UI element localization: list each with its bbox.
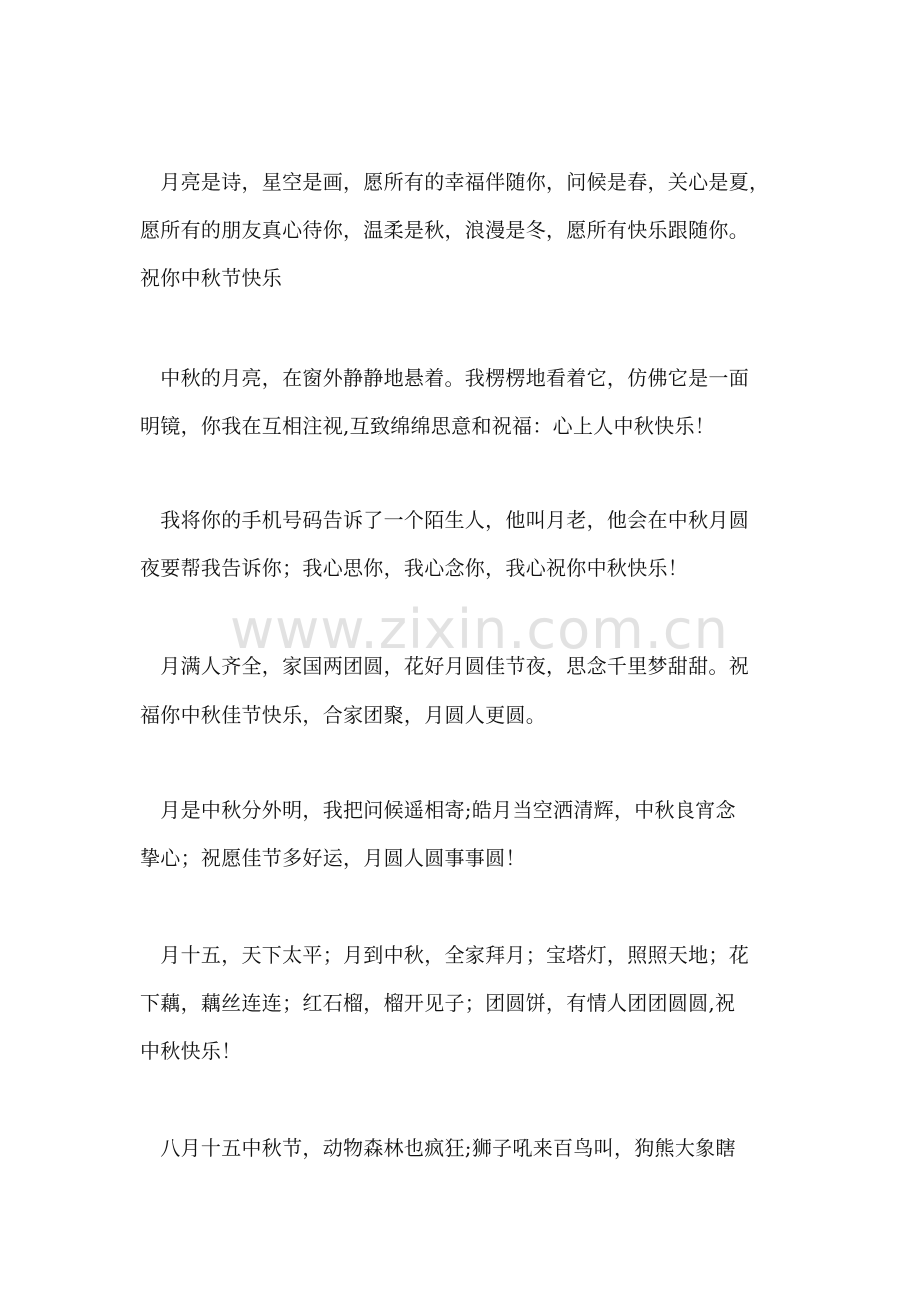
paragraph-6-line-1: 月十五，天下太平；月到中秋，全家拜月；宝塔灯，照照天地；花	[140, 943, 749, 967]
paragraph-7-line-1: 八月十五中秋节，动物森林也疯狂;狮子吼来百鸟叫，狗熊大象瞎	[140, 1136, 736, 1160]
paragraph-5-line-2: 挚心；祝愿佳节多好运，月圆人圆事事圆！	[140, 846, 526, 870]
paragraph-4-line-2: 福你中秋佳节快乐，合家团聚，月圆人更圆。	[140, 703, 546, 727]
paragraph-2-line-2: 明镜，你我在互相注视,互致绵绵思意和祝福：心上人中秋快乐！	[140, 414, 716, 438]
paragraph-4-line-1: 月满人齐全，家国两团圆，花好月圆佳节夜，思念千里梦甜甜。祝	[140, 654, 749, 678]
paragraph-1-line-3: 祝你中秋节快乐	[140, 266, 283, 290]
paragraph-5-line-1: 月是中秋分外明，我把问候遥相寄;皓月当空洒清辉，中秋良宵念	[140, 798, 736, 822]
paragraph-6-line-2: 下藕，藕丝连连；红石榴，榴开见子；团圆饼，有情人团团圆圆,祝	[140, 991, 736, 1015]
paragraph-3-line-2: 夜要帮我告诉你；我心思你，我心念你，我心祝你中秋快乐！	[140, 556, 689, 580]
paragraph-2-line-1: 中秋的月亮，在窗外静静地悬着。我楞楞地看着它，仿佛它是一面	[140, 366, 749, 390]
paragraph-1-line-1: 月亮是诗，星空是画，愿所有的幸福伴随你，问候是春，关心是夏，	[140, 170, 770, 194]
watermark: www.zixin.com.cn	[230, 598, 729, 661]
paragraph-1-line-2: 愿所有的朋友真心待你，温柔是秋，浪漫是冬，愿所有快乐跟随你。	[140, 218, 749, 242]
paragraph-3-line-1: 我将你的手机号码告诉了一个陌生人，他叫月老，他会在中秋月圆	[140, 508, 749, 532]
paragraph-6-line-3: 中秋快乐！	[140, 1039, 242, 1063]
